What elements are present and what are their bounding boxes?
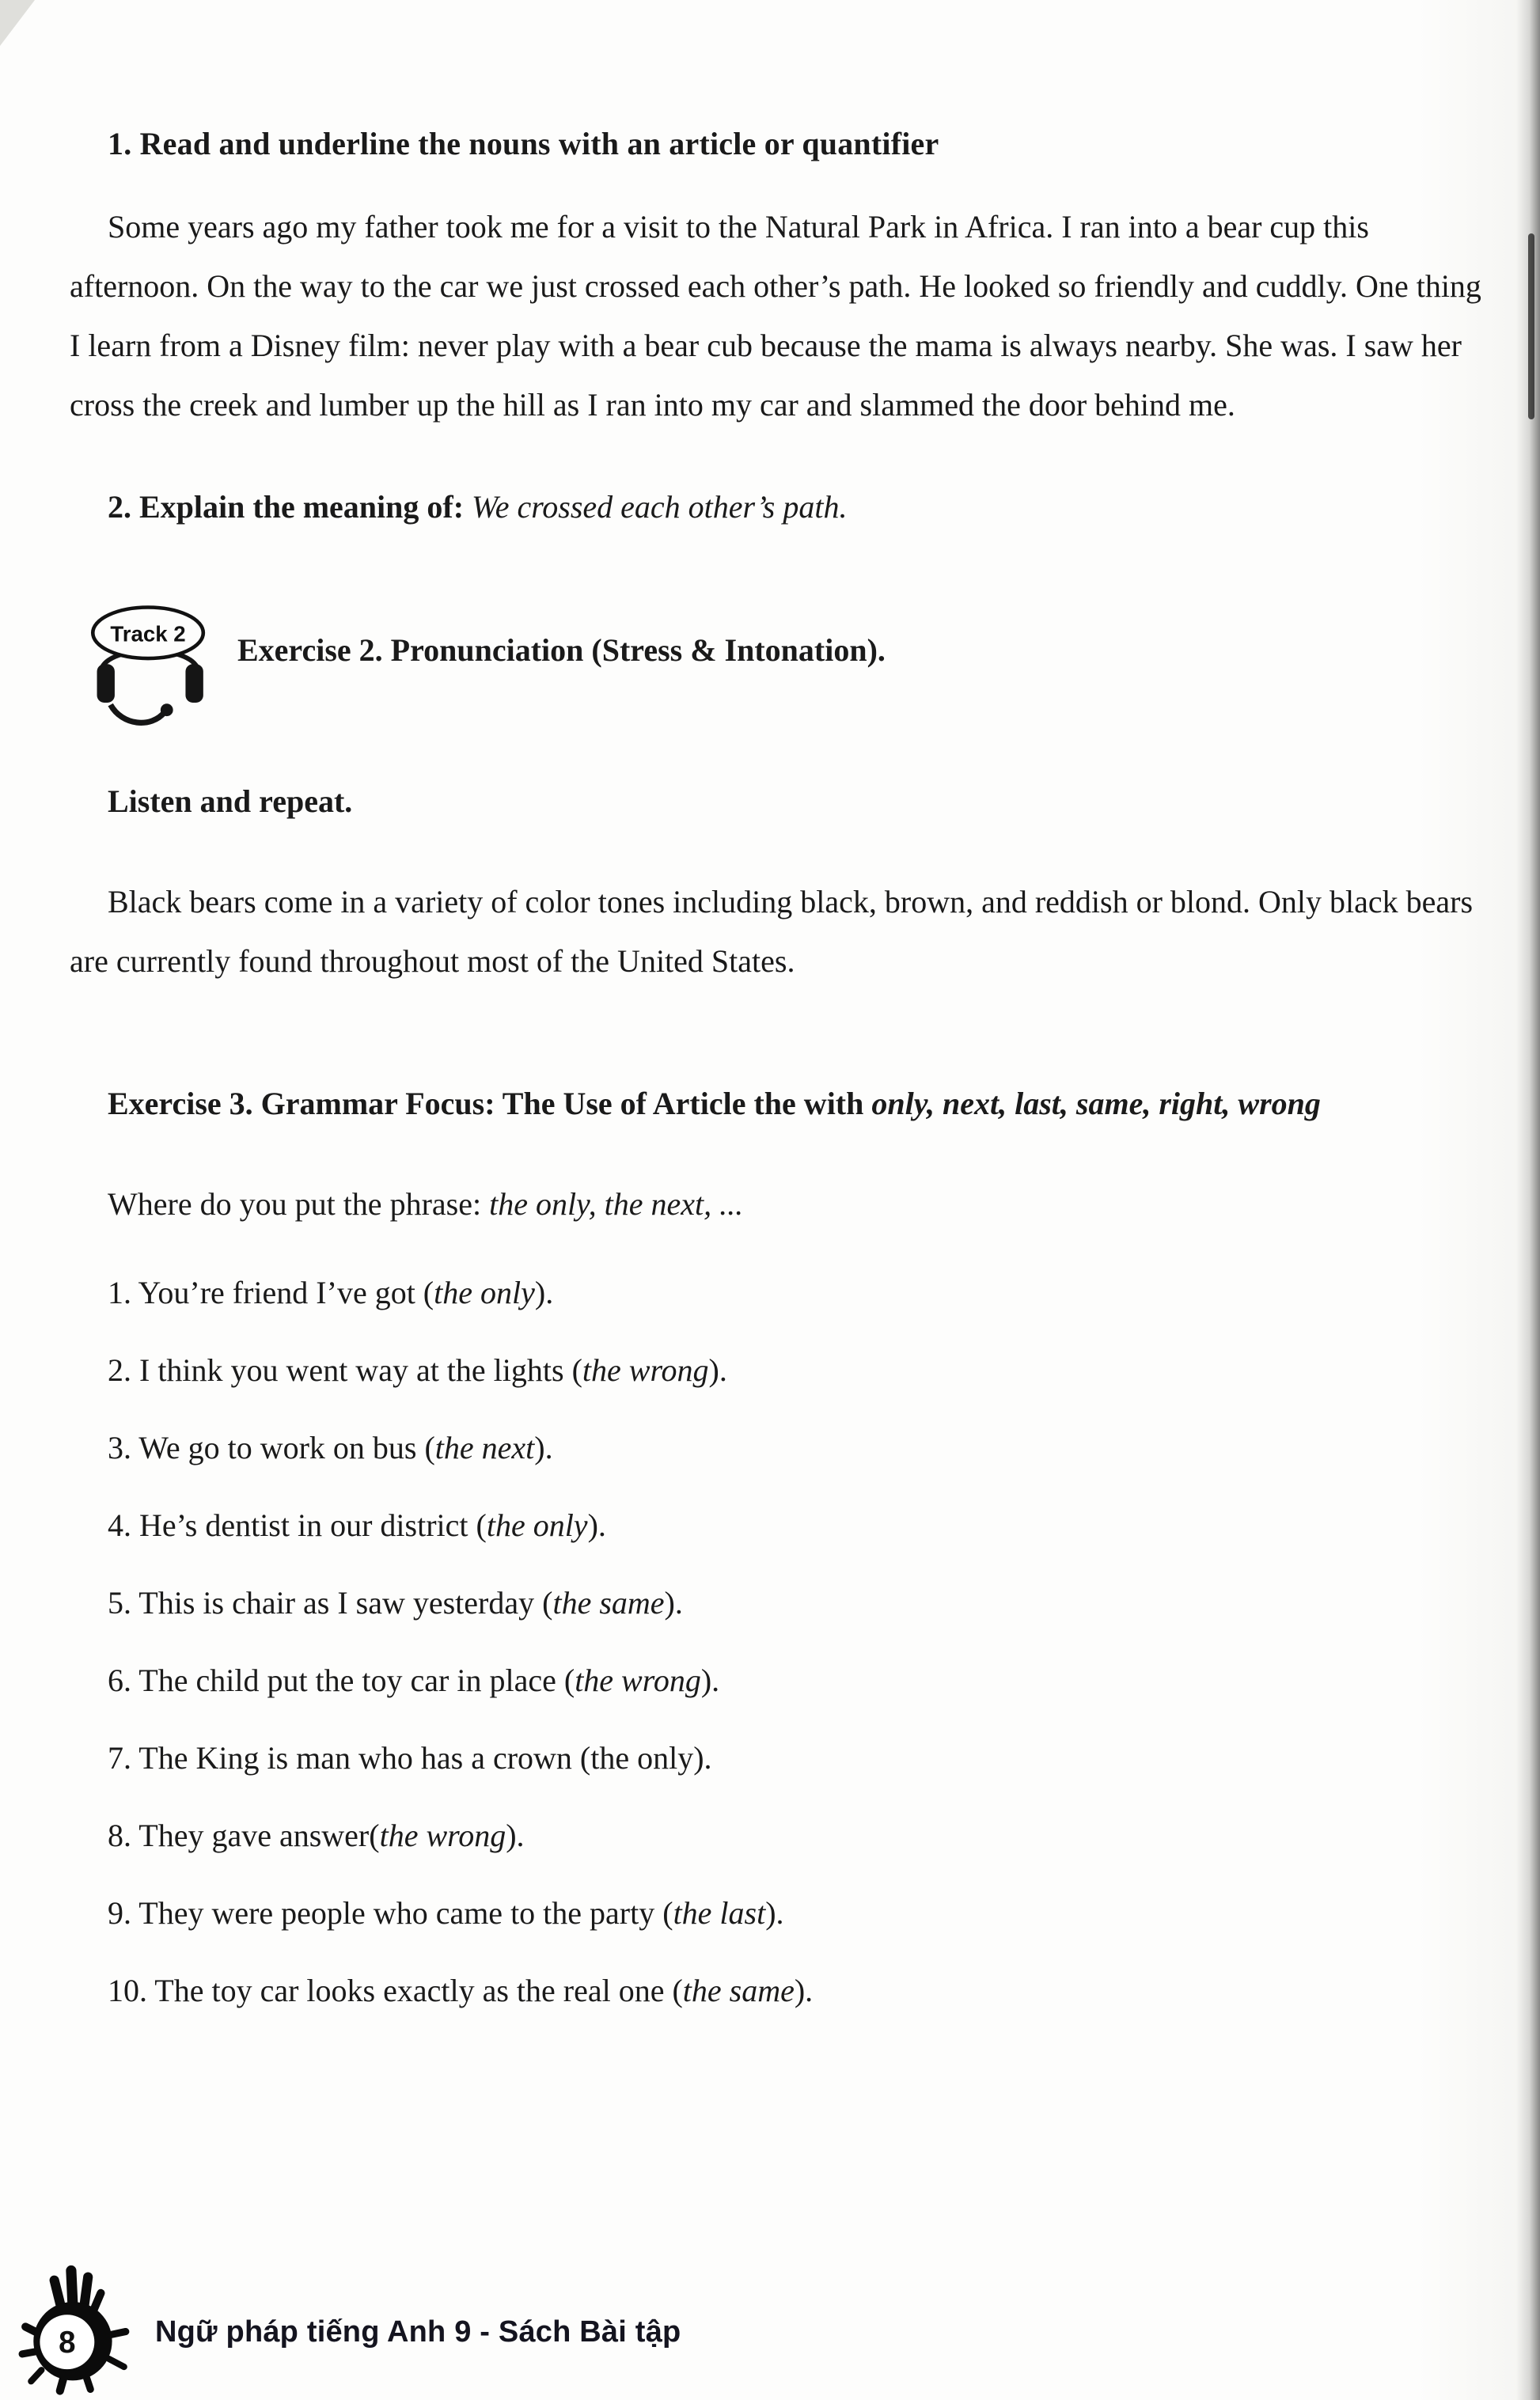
grammar-items-list (108, 1272, 1494, 2012)
grammar-item (108, 1349, 1494, 1392)
item-text: This is chair as I saw yesterday ( (131, 1585, 553, 1621)
exercise2-header (89, 605, 1494, 735)
track-number-label: Track 2 (110, 621, 186, 646)
footer-book-title: Ngữ pháp tiếng Anh 9 - Sách Bài tập (155, 2315, 681, 2349)
grammar-item (108, 1427, 1494, 1469)
page-content (70, 125, 1494, 2047)
item-emphasis: the wrong (379, 1818, 506, 1853)
scan-corner-artifact (0, 0, 35, 46)
item-text-end: ). (664, 1585, 683, 1621)
grammar-item (108, 1582, 1494, 1625)
grammar-item (108, 1892, 1494, 1935)
track-audio-icon (89, 605, 214, 735)
item-text: We go to work on bus ( (131, 1430, 435, 1465)
item-emphasis: the only (434, 1275, 535, 1310)
grammar-item (108, 1970, 1494, 2012)
item-emphasis: the same (552, 1585, 665, 1621)
item-emphasis: the last (673, 1895, 766, 1931)
item-emphasis: the wrong (582, 1352, 709, 1388)
item-text: I think you went way at the lights ( (131, 1352, 582, 1388)
publisher-splat-logo (16, 2264, 136, 2397)
item-text: You’re friend I’ve got ( (131, 1275, 434, 1310)
prompt-emphasis: the only, the next, ... (489, 1186, 744, 1222)
item-text: The King is man who has a crown (the only). (131, 1740, 712, 1776)
exercise3-heading-text: Exercise 3. Grammar Focus: The Use of Article the with (108, 1086, 872, 1121)
item-emphasis: the same (682, 1973, 795, 2008)
item-number: 2. (108, 1352, 131, 1388)
exercise2-instruction: Listen and repeat. (108, 783, 353, 819)
item-text-end: ). (708, 1352, 727, 1388)
item-emphasis: the only (486, 1507, 588, 1543)
grammar-item (108, 1659, 1494, 1702)
item-text-end: ). (765, 1895, 784, 1931)
item-number: 7. (108, 1740, 131, 1776)
task1-paragraph: Some years ago my father took me for a visit to the Natural Park in Africa. I ran into a bear cup this afternoon. On the way to the car we just crossed each other’s path. He looked so friendly and cuddly. One thing I learn from a Disney film: never play with a bear cub because the mama is always nearby. She was. I saw her cross the creek and lumber up the hill as I ran into my car and slammed the door behind me. (70, 209, 1481, 423)
exercise3-heading-emphasis: only, next, last, same, right, wrong (871, 1086, 1321, 1121)
grammar-item (108, 1814, 1494, 1857)
item-number: 5. (108, 1585, 131, 1621)
item-number: 4. (108, 1507, 131, 1543)
item-text-end: ). (587, 1507, 606, 1543)
task1-heading: 1. Read and underline the nouns with an article or quantifier (108, 126, 939, 161)
item-text: They gave answer( (131, 1818, 380, 1853)
task2-line (108, 477, 1494, 536)
grammar-item (108, 1272, 1494, 1314)
grammar-item (108, 1504, 1494, 1547)
page-footer (0, 2246, 1540, 2400)
item-text-end: ). (700, 1663, 720, 1698)
item-number: 9. (108, 1895, 131, 1931)
exercise3-prompt (108, 1174, 1494, 1234)
item-text: He’s dentist in our district ( (131, 1507, 487, 1543)
item-emphasis: the wrong (575, 1663, 701, 1698)
exercise2-heading: Exercise 2. Pronunciation (Stress & Intonation). (237, 632, 886, 668)
exercise3-heading (70, 1073, 1494, 1135)
item-text: The child put the toy car in place ( (131, 1663, 575, 1698)
item-number: 6. (108, 1663, 131, 1698)
item-text-end: ). (794, 1973, 814, 2008)
task2-phrase: We crossed each other’s path. (464, 489, 848, 525)
task2-label: 2. Explain the meaning of: (108, 489, 465, 525)
item-text-end: ). (534, 1275, 554, 1310)
item-number: 10. (108, 1973, 147, 2008)
item-text-end: ). (506, 1818, 525, 1853)
item-number: 1. (108, 1275, 131, 1310)
item-text-end: ). (534, 1430, 553, 1465)
page-number: 8 (59, 2325, 76, 2360)
scan-edge-shadow (1516, 0, 1540, 2400)
item-number: 3. (108, 1430, 131, 1465)
item-text: The toy car looks exactly as the real one ( (147, 1973, 683, 2008)
item-number: 8. (108, 1818, 131, 1853)
exercise2-paragraph: Black bears come in a variety of color tones including black, brown, and reddish or blond. Only black bears are currently found throughout most of the United States. (70, 884, 1474, 979)
item-emphasis: the next (434, 1430, 535, 1465)
item-text: They were people who came to the party ( (131, 1895, 673, 1931)
grammar-item (108, 1737, 1494, 1780)
prompt-text: Where do you put the phrase: (108, 1186, 490, 1222)
